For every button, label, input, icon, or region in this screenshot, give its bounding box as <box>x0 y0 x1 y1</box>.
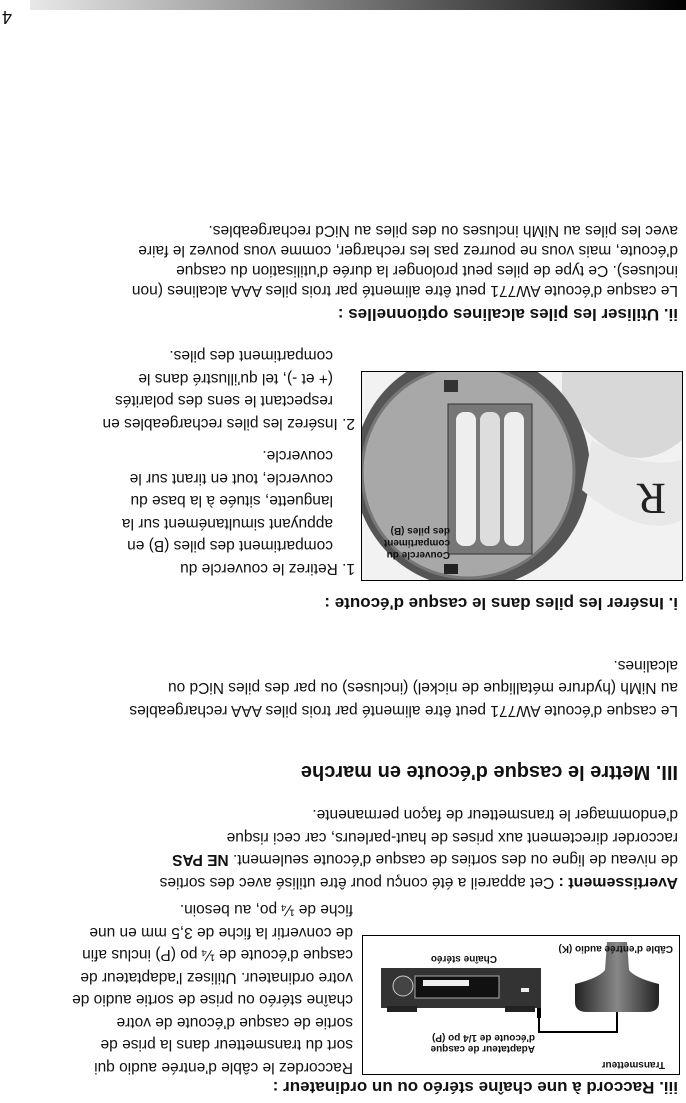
ne-pas-emphasis: NE PAS <box>172 851 229 869</box>
section-heading-connect: iii. Raccord à une chaîne stéréo ou un ordinateur : <box>272 1078 678 1097</box>
footer-gradient-bar <box>30 0 686 10</box>
text-line: fiche de ¼ po, au besoin. <box>179 901 353 919</box>
step-line: (+ et -), tel qu'illustré dans le <box>138 370 333 387</box>
step-line: appuyant simultanément sur la <box>121 515 333 532</box>
text-line: chaîne stéréo ou prise de sortie audio de <box>72 991 353 1009</box>
warning-paragraph <box>160 803 678 893</box>
cable-label: Câble d'entrée audio (K) <box>558 943 673 954</box>
step-line: couvercle. <box>262 447 333 465</box>
text-line: votre ordinateur. Utilisez l'adaptateur de <box>80 969 353 986</box>
text-line: casque d'écoute de ¼ po (P) inclus afin <box>82 946 353 964</box>
text-line: sort du transmetteur dans la prise de <box>100 1036 353 1054</box>
battery-cover-label: Couvercle du compartiment des piles (B) <box>383 525 450 560</box>
connection-diagram <box>362 935 680 1075</box>
section-heading-alkaline: ii. Utiliser les piles alcalines optionnelles : <box>337 305 678 324</box>
page-number: 4 <box>1 7 12 27</box>
step-line: languette, située à la base du <box>130 492 333 510</box>
transmitter-label: Transmetteur <box>601 1059 665 1070</box>
text-line: Le casque d'écoute AW771 peut être alimenté par trois piles AAA rechargeables <box>129 702 678 719</box>
text-line: au NiMh (hydrure métallique de nickel) (incluses) ou par des piles NiCd ou <box>167 679 678 697</box>
text-line: de niveau de ligne ou des sorties de casque d'écoute seulement. <box>232 851 678 869</box>
battery-steps <box>103 344 355 579</box>
stereo-label: Chaîne stéréo <box>430 953 497 964</box>
adapter-label-2: d'écoute de 1/4 po (P) <box>432 1032 535 1043</box>
step-line: respectant le sens des polarités <box>115 392 333 410</box>
connect-instructions <box>72 898 353 1078</box>
section-heading-insert-batteries: i. Insérer les piles dans le casque d'écoute : <box>324 594 678 613</box>
text-line: Le casque d'écoute AW771 peut être alimenté par trois piles AAA alcalines (non <box>131 282 678 299</box>
warning-label: Avertissement : <box>558 874 678 891</box>
text-line: Cet appareil a été conçu pour être utilisé avec des sorties <box>159 874 555 891</box>
text-line: alcalines. <box>613 657 678 674</box>
text-line: incluses). Ce type de piles peut prolonger la durée d'utilisation du casque <box>176 262 678 279</box>
text-line: d'écoute, mais vous ne pourrez pas les recharger, comme vous pouvez le faire <box>138 242 678 259</box>
battery-photo <box>361 371 683 581</box>
power-paragraph <box>129 654 678 722</box>
text-line: sortie de casque d'écoute de votre <box>116 1014 353 1031</box>
adapter-plug-icon <box>537 1008 541 1018</box>
step-line: 2. Insérez les piles rechargeables en <box>102 415 355 432</box>
text-line: d'endommager le transmetteur de façon permanente. <box>312 806 678 824</box>
adapter-label-1: Adaptateur de casque <box>430 1043 535 1054</box>
text-line: de convertir la fiche de 3,5 mm en une <box>89 924 353 941</box>
step-line: compartiment des piles. <box>169 347 333 365</box>
text-line: Raccordez le câble d'entrée audio qui <box>94 1059 353 1076</box>
text-line: raccorder directement aux prises de haut-parleurs, car ceci risque <box>226 829 678 846</box>
svg-text:R: R <box>636 474 666 523</box>
text-line: avec les piles au NiMh incluses ou des piles au NiCd rechargeables. <box>208 222 678 239</box>
stereo-icon <box>381 968 541 1012</box>
alkaline-paragraph <box>132 220 678 300</box>
step-line: couvercle, tout en tirant sur le <box>129 470 333 487</box>
step-line: 1. Retirez le couvercle du <box>180 560 355 577</box>
step-line: compartiment des piles (B) en <box>127 537 333 555</box>
audio-cable <box>539 1012 617 1032</box>
section-heading-power-on: III. Mettre le casque d'écoute en marche <box>300 761 678 783</box>
